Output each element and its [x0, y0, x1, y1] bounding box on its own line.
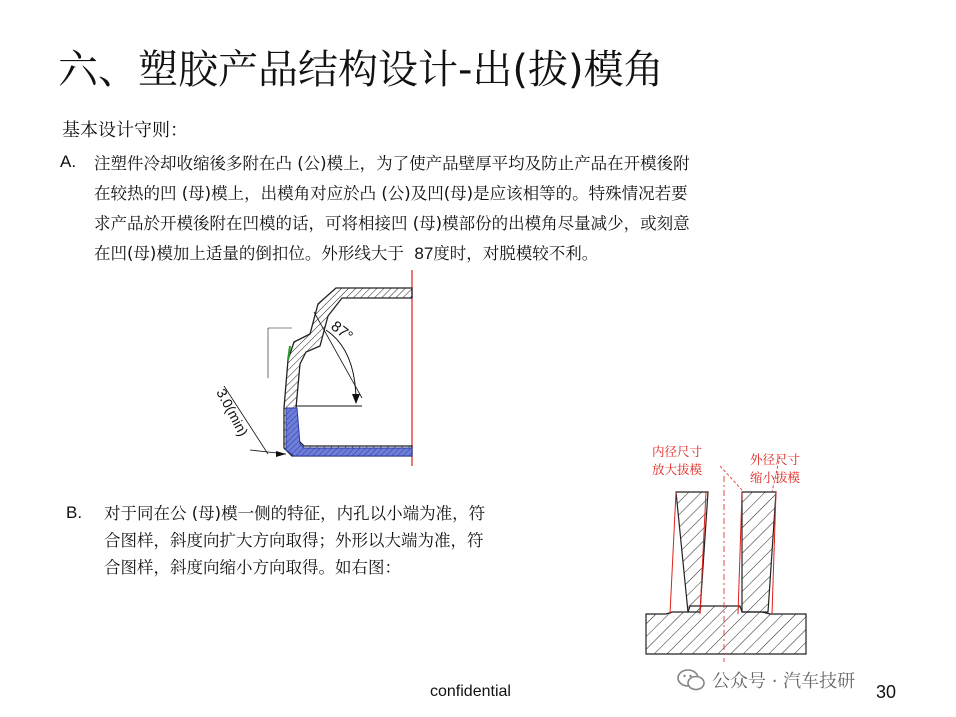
- watermark-text: 公众号 · 汽车技研: [712, 671, 856, 692]
- wechat-icon: [676, 668, 706, 692]
- section-a-line: 注塑件冷却收缩後多附在凸 (公)模上，为了使产品壁厚平均及防止产品在开模後附: [94, 154, 690, 173]
- outer-label-1: 外径尺寸: [749, 452, 800, 467]
- section-a-last-post: 度时，对脱模较不利。: [433, 244, 599, 263]
- section-b-label: B.: [66, 503, 83, 522]
- section-heading: 基本设计守则：: [62, 120, 188, 141]
- section-a-line-last: [94, 239, 854, 269]
- section-b-line: 合图样，斜度向缩小方向取得。如右图：: [104, 558, 401, 577]
- outer-label-2: 缩小拔模: [749, 470, 800, 485]
- section-b-line: 合图样，斜度向扩大方向取得；外形以大端为准，符: [104, 531, 484, 550]
- footer-confidential: confidential: [430, 683, 511, 700]
- inner-label-1: 内径尺寸: [652, 444, 703, 459]
- page-title: 六、塑胶产品结构设计-出(拔)模角: [58, 47, 664, 93]
- section-a-text: [94, 149, 854, 269]
- section-a-line: 在较热的凹 (母)模上，出模角对应於凸 (公)及凹(母)是应该相等的。特殊情况若要: [94, 184, 688, 203]
- angle-value: 87: [414, 244, 434, 263]
- section-a-line: 求产品於开模後附在凹模的话，可将相接凹 (母)模部份的出模角尽量减少，或刻意: [94, 214, 690, 233]
- section-b-line: 对于同在公 (母)模一侧的特征，内孔以小端为准，符: [104, 504, 486, 523]
- page-number: 30: [876, 682, 897, 702]
- section-a-last-pre: 在凹(母)模加上适量的倒扣位。外形线大于: [94, 244, 404, 263]
- section-b-text: [104, 500, 485, 581]
- thickness-label: 3.0(min): [213, 385, 252, 439]
- angle-label: 87°: [327, 317, 356, 346]
- inner-outer-draft-figure: [630, 436, 820, 666]
- inner-label-2: 放大拔模: [652, 462, 703, 477]
- section-a-label: A.: [60, 152, 77, 171]
- watermark: [676, 667, 855, 693]
- draft-angle-figure: [206, 268, 422, 468]
